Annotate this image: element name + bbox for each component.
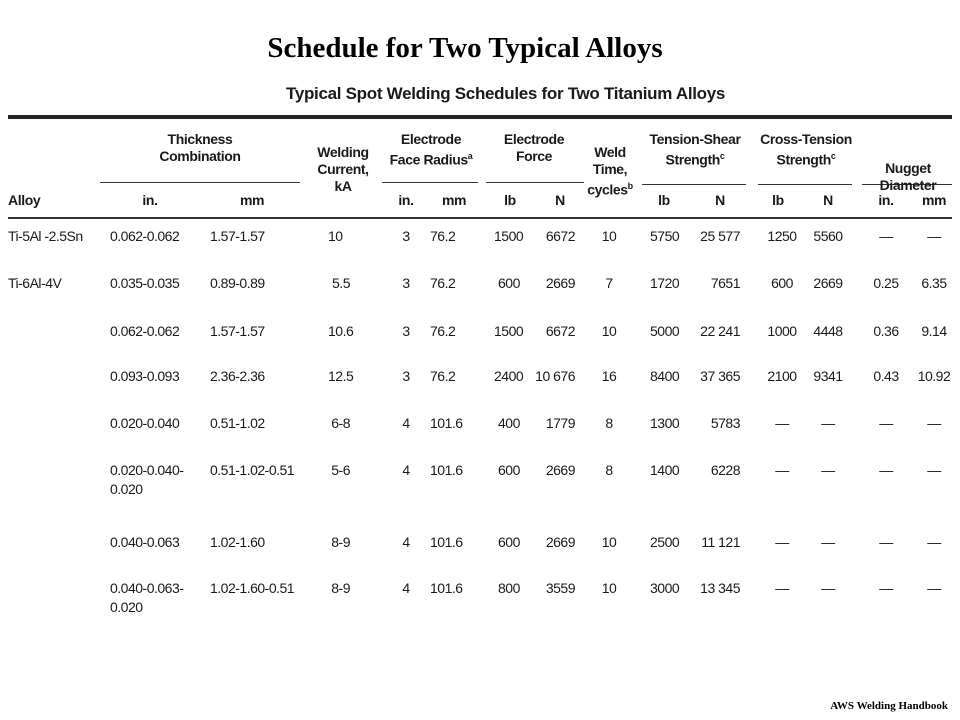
subheader-thickness-in: in. xyxy=(142,192,158,208)
cell-current: 5.5 xyxy=(332,275,350,291)
subheader-radius-in: in. xyxy=(398,192,414,208)
cell-radius-in: 4 xyxy=(402,580,410,596)
cell-thickness-in: 0.035-0.035 xyxy=(110,275,180,291)
cell-radius-in: 4 xyxy=(402,534,410,550)
cell-tension-n: 11 121 xyxy=(701,534,740,550)
cell-weld-time: 10 xyxy=(601,323,617,339)
cell-radius-mm: 101.6 xyxy=(430,534,463,550)
cell-cross-n: 9341 xyxy=(813,368,843,384)
cell-nugget-in: 0.43 xyxy=(873,368,899,384)
header-cross xyxy=(752,131,860,169)
cell-tension-n: 13 345 xyxy=(700,580,740,596)
cell-tension-lb: 3000 xyxy=(650,580,680,596)
cell-cross-n: — xyxy=(821,415,835,431)
cell-force-n: 1779 xyxy=(545,415,575,431)
table-row xyxy=(0,579,960,629)
header-thickness: Thickness Combination xyxy=(159,131,241,164)
cell-tension-lb: 2500 xyxy=(650,534,680,550)
cross-group-rule xyxy=(758,184,852,185)
cell-tension-n: 6228 xyxy=(710,462,740,478)
header-time xyxy=(584,144,636,199)
header-cross-sup: c xyxy=(830,151,836,161)
cell-radius-in: 4 xyxy=(402,415,410,431)
table-row xyxy=(0,533,960,573)
cell-nugget-in: — xyxy=(879,415,893,431)
cell-radius-mm: 76.2 xyxy=(430,368,456,384)
cell-force-lb: 1500 xyxy=(494,228,524,244)
cell-cross-n: — xyxy=(821,580,835,596)
cell-cross-lb: — xyxy=(775,462,789,478)
table-title: Typical Spot Welding Schedules for Two Titanium Alloys xyxy=(286,84,726,103)
cell-thickness-mm: 1.57-1.57 xyxy=(210,228,265,244)
header-nugget: Nugget Diameter xyxy=(879,160,937,193)
table-row xyxy=(0,367,960,407)
cell-nugget-mm: 10.92 xyxy=(917,368,951,384)
header-radius-text: Electrode Face Radius xyxy=(389,131,468,168)
cell-tension-lb: 5750 xyxy=(650,228,680,244)
cell-thickness-in: 0.020-0.040 xyxy=(110,415,180,431)
table-header-rule xyxy=(8,217,952,219)
cell-radius-in: 3 xyxy=(402,368,410,384)
cell-nugget-mm: 9.14 xyxy=(921,323,947,339)
cell-radius-mm: 76.2 xyxy=(430,275,456,291)
radius-group-rule xyxy=(382,182,478,183)
cell-cross-n: 4448 xyxy=(813,323,843,339)
cell-cross-lb: — xyxy=(775,415,789,431)
cell-force-lb: 400 xyxy=(498,415,520,431)
header-alloy: Alloy xyxy=(8,192,41,208)
table-row xyxy=(0,461,960,511)
cell-cross-lb: 2100 xyxy=(767,368,797,384)
subheader-cross-lb: lb xyxy=(772,192,784,208)
cell-weld-time: 8 xyxy=(605,462,613,478)
cell-force-n: 6672 xyxy=(545,228,575,244)
subheader-tension-lb: lb xyxy=(658,192,670,208)
cell-weld-time: 10 xyxy=(601,534,617,550)
table-row xyxy=(0,322,960,362)
cell-alloy: Ti-5Al -2.5Sn xyxy=(8,228,83,244)
cell-radius-mm: 101.6 xyxy=(430,462,463,478)
cell-tension-n: 25 577 xyxy=(700,228,740,244)
cell-nugget-in: — xyxy=(879,534,893,550)
subheader-tension-n: N xyxy=(715,192,725,208)
cell-force-n: 2669 xyxy=(545,534,575,550)
header-tension-text: Tension-Shear Strength xyxy=(649,131,741,168)
cell-radius-in: 4 xyxy=(402,462,410,478)
cell-weld-time: 10 xyxy=(601,580,617,596)
cell-thickness-mm: 1.02-1.60 xyxy=(210,534,265,550)
subheader-radius-mm: mm xyxy=(441,192,467,208)
cell-tension-lb: 8400 xyxy=(650,368,680,384)
cell-radius-in: 3 xyxy=(402,323,410,339)
header-cross-text: Cross-Tension Strength xyxy=(760,131,852,168)
header-current: Welding Current, kA xyxy=(317,144,369,194)
subheader-cross-n: N xyxy=(823,192,833,208)
cell-current: 6-8 xyxy=(331,415,350,431)
cell-cross-lb: — xyxy=(775,580,789,596)
tension-group-rule xyxy=(642,184,746,185)
cell-thickness-in: 0.062-0.062 xyxy=(110,228,180,244)
cell-nugget-in: 0.36 xyxy=(873,323,899,339)
header-tension-sup: c xyxy=(719,151,725,161)
cell-cross-lb: — xyxy=(775,534,789,550)
cell-force-n: 3559 xyxy=(545,580,575,596)
cell-weld-time: 8 xyxy=(605,415,613,431)
table-row xyxy=(0,274,960,314)
cell-thickness-in: 0.040-0.063 xyxy=(110,534,180,550)
cell-nugget-mm: — xyxy=(927,228,941,244)
cell-thickness-mm: 0.89-0.89 xyxy=(210,275,265,291)
cell-thickness-mm: 0.51-1.02-0.51 xyxy=(210,462,295,478)
cell-radius-in: 3 xyxy=(402,228,410,244)
cell-current: 8-9 xyxy=(331,580,350,596)
cell-current: 10.6 xyxy=(328,323,354,339)
cell-nugget-mm: 6.35 xyxy=(921,275,947,291)
cell-nugget-in: — xyxy=(879,228,893,244)
cell-tension-n: 37 365 xyxy=(700,368,740,384)
cell-force-lb: 2400 xyxy=(494,368,524,384)
cell-cross-n: — xyxy=(821,534,835,550)
header-tension xyxy=(640,131,750,169)
cell-weld-time: 10 xyxy=(601,228,617,244)
cell-weld-time: 7 xyxy=(605,275,613,291)
cell-force-lb: 600 xyxy=(498,534,520,550)
cell-current: 12.5 xyxy=(328,368,354,384)
cell-radius-mm: 76.2 xyxy=(430,323,456,339)
header-radius-sup: a xyxy=(467,151,473,161)
header-time-text: Weld Time, cycles xyxy=(587,144,628,198)
cell-force-lb: 1500 xyxy=(494,323,524,339)
subheader-thickness-mm: mm xyxy=(239,192,265,208)
cell-current: 5-6 xyxy=(331,462,350,478)
thickness-group-rule xyxy=(100,182,300,183)
cell-cross-n: 2669 xyxy=(813,275,843,291)
cell-tension-lb: 5000 xyxy=(650,323,680,339)
cell-nugget-in: 0.25 xyxy=(873,275,899,291)
cell-alloy: Ti-6Al-4V xyxy=(8,275,62,291)
subheader-force-n: N xyxy=(555,192,565,208)
cell-thickness-mm: 1.57-1.57 xyxy=(210,323,265,339)
table-top-rule xyxy=(8,115,952,119)
cell-tension-lb: 1300 xyxy=(650,415,680,431)
cell-thickness-mm: 1.02-1.60-0.51 xyxy=(210,580,295,596)
table-row xyxy=(0,227,960,267)
slide-title: Schedule for Two Typical Alloys xyxy=(267,32,663,64)
cell-thickness-in: 0.040-0.063- 0.020 xyxy=(110,580,184,615)
header-time-sup: b xyxy=(627,181,633,191)
cell-thickness-in: 0.062-0.062 xyxy=(110,323,180,339)
cell-nugget-mm: — xyxy=(927,580,941,596)
header-radius xyxy=(386,131,476,169)
cell-thickness-mm: 0.51-1.02 xyxy=(210,415,265,431)
cell-cross-lb: 1250 xyxy=(767,228,797,244)
cell-force-lb: 600 xyxy=(498,462,520,478)
cell-nugget-mm: — xyxy=(927,415,941,431)
cell-force-n: 2669 xyxy=(545,275,575,291)
subheader-nugget-mm: mm xyxy=(921,192,947,208)
cell-radius-in: 3 xyxy=(402,275,410,291)
cell-nugget-in: — xyxy=(879,462,893,478)
cell-tension-n: 5783 xyxy=(710,415,740,431)
subheader-nugget-in: in. xyxy=(878,192,894,208)
cell-force-n: 2669 xyxy=(545,462,575,478)
cell-thickness-in: 0.020-0.040- 0.020 xyxy=(110,462,184,497)
cell-cross-lb: 1000 xyxy=(767,323,797,339)
cell-cross-lb: 600 xyxy=(771,275,793,291)
cell-tension-n: 22 241 xyxy=(700,323,740,339)
cell-current: 8-9 xyxy=(331,534,350,550)
cell-current: 10 xyxy=(328,228,343,244)
force-group-rule xyxy=(486,182,584,183)
table-row xyxy=(0,414,960,454)
cell-force-lb: 800 xyxy=(498,580,520,596)
cell-nugget-mm: — xyxy=(927,462,941,478)
cell-tension-n: 7651 xyxy=(710,275,740,291)
subheader-force-lb: lb xyxy=(504,192,516,208)
cell-cross-n: — xyxy=(821,462,835,478)
cell-tension-lb: 1400 xyxy=(650,462,680,478)
cell-thickness-in: 0.093-0.093 xyxy=(110,368,180,384)
cell-nugget-mm: — xyxy=(927,534,941,550)
cell-tension-lb: 1720 xyxy=(650,275,680,291)
cell-cross-n: 5560 xyxy=(813,228,843,244)
cell-nugget-in: — xyxy=(879,580,893,596)
cell-radius-mm: 101.6 xyxy=(430,415,463,431)
cell-force-n: 6672 xyxy=(545,323,575,339)
header-force: Electrode Force xyxy=(503,131,565,164)
cell-force-lb: 600 xyxy=(498,275,520,291)
cell-thickness-mm: 2.36-2.36 xyxy=(210,368,265,384)
footer-source: AWS Welding Handbook xyxy=(830,700,948,712)
cell-weld-time: 16 xyxy=(601,368,617,384)
cell-radius-mm: 101.6 xyxy=(430,580,463,596)
cell-radius-mm: 76.2 xyxy=(430,228,456,244)
cell-force-n: 10 676 xyxy=(535,368,575,384)
